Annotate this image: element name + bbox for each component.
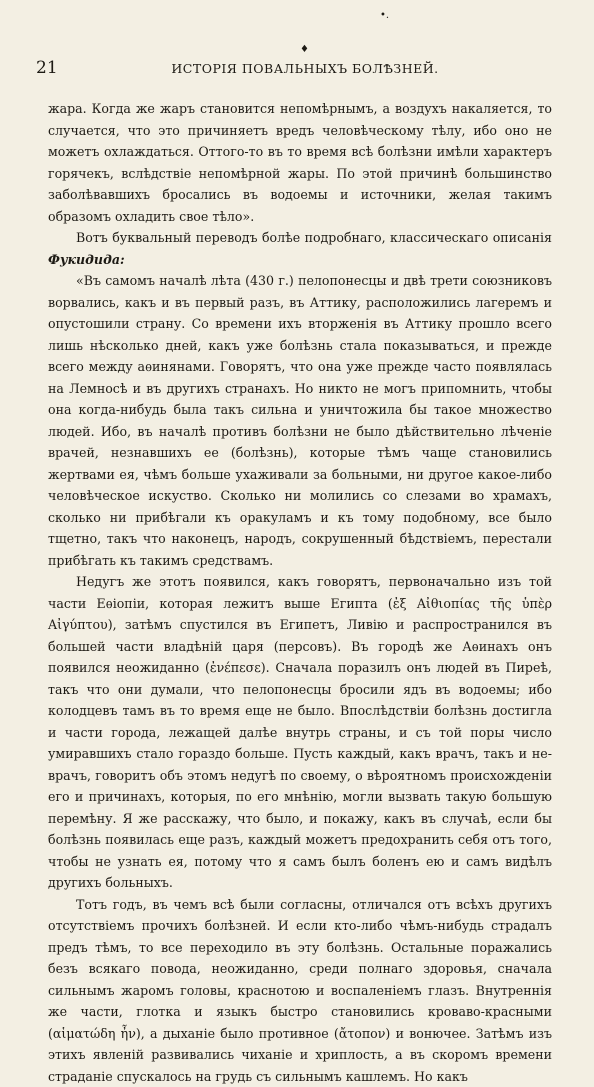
paragraph: Недугъ же этотъ появился, какъ говорятъ, первоначально изъ той части Еѳіопіи, которая лежитъ выше Египта (ἐξ Αἰθιοπίας τῆς ὑπὲρ Αἰγύπτου), затѣмъ спустился въ Египетъ, Ливію и распространился въ большей части владѣній царя (персовъ). Въ городѣ же Аѳинахъ онъ появился неожиданно (ἐνέπεσε). Сначала поразилъ онъ людей въ Пиреѣ, такъ что они думали, что пелопонесцы бросили ядъ въ водоемы; ибо колодцевъ тамъ въ то время еще не было. Впослѣдствіи болѣзнь достигла и части города, лежащей далѣе внутрь страны, и съ той поры число умиравшихъ стало гораздо больше. Пусть каждый, какъ врачъ, такъ и не-врачъ, говоритъ объ этомъ недугѣ по своему, о вѣроятномъ происхожденіи его и причинахъ, которыя, по его мнѣнію, могли вызвать такую большую перемѣну. Я же расскажу, что было, и покажу, какъ въ случаѣ, если бы болѣзнь появилась еще разъ, каждый можетъ предохранить себя отъ того, чтобы не узнать ея, потому что я самъ былъ боленъ ею и самъ видѣлъ другихъ больныхъ. bbox=[48, 571, 552, 894]
page-header bbox=[36, 58, 554, 78]
ink-speck: ♦ bbox=[300, 44, 309, 55]
paragraph: Тотъ годъ, въ чемъ всѣ были согласны, отличался отъ всѣхъ другихъ отсутствіемъ прочихъ болѣзней. И если кто-либо чѣмъ-нибудь страдалъ предъ тѣмъ, то все переходило въ эту болѣзнь. Остальные поражались безъ всякаго повода, неожиданно, среди полнаго здоровья, сначала сильнымъ жаромъ головы, краснотою и воспаленіемъ глазъ. Внутреннія же части, глотка и языкъ быстро становились кроваво-красными (αἱματώδη ἦν), а дыханіе было противное (ἄτοπον) и вонючее. Затѣмъ изъ этихъ явленій развивались чиханіе и хриплость, а въ скоромъ времени страданіе спускалось на грудь съ сильнымъ кашлемъ. Но какъ bbox=[48, 894, 552, 1087]
page-number: 21 bbox=[36, 58, 96, 78]
paragraph: жара. Когда же жаръ становится непомѣрнымъ, а воздухъ накаляется, то случается, что это причиняетъ вредъ человѣческому тѣлу, ибо оно не можетъ охлаждаться. Оттого-то въ то время всѣ болѣзни имѣли характеръ горячекъ, вслѣдствіе непомѣрной жары. По этой причинѣ большинство заболѣвавшихъ бросались въ водоемы и источники, желая такимъ образомъ охладить свое тѣло». bbox=[48, 98, 552, 227]
ink-speck: •. bbox=[380, 10, 389, 21]
author-name: Фукидида: bbox=[48, 252, 125, 267]
page-body bbox=[48, 98, 552, 1087]
paragraph bbox=[48, 227, 552, 270]
paragraph: «Въ самомъ началѣ лѣта (430 г.) пелопонесцы и двѣ трети союзниковъ ворвались, какъ и въ первый разъ, въ Аттику, расположились лагеремъ и опустошили страну. Со времени ихъ вторженія въ Аттику прошло всего лишь нѣсколько дней, какъ уже болѣзнь стала показываться, и прежде всего между аѳинянами. Говорятъ, что она уже прежде часто появлялась на Лемносѣ и въ другихъ странахъ. Но никто не могъ припомнить, чтобы она когда-нибудь была такъ сильна и уничтожила бы такое множество людей. Ибо, въ началѣ противъ болѣзни не было дѣйствительно лѣченіе врачей, незнавшихъ ее (болѣзнь), которые тѣмъ чаще становились жертвами ея, чѣмъ больше ухаживали за больными, ни другое какое-либо человѣческое искуство. Сколько ни молились со слезами во храмахъ, сколько ни прибѣгали къ оракуламъ и къ тому подобному, все было тщетно, такъ что наконецъ, народъ, сокрушенный бѣдствіемъ, перестали прибѣгать къ такимъ средствамъ. bbox=[48, 270, 552, 571]
paragraph-text: Вотъ буквальный переводъ болѣе подробнаго, классическаго описанія bbox=[76, 230, 552, 245]
running-title: ИСТОРІЯ ПОВАЛЬНЫХЪ БОЛѢЗНЕЙ. bbox=[96, 61, 514, 76]
